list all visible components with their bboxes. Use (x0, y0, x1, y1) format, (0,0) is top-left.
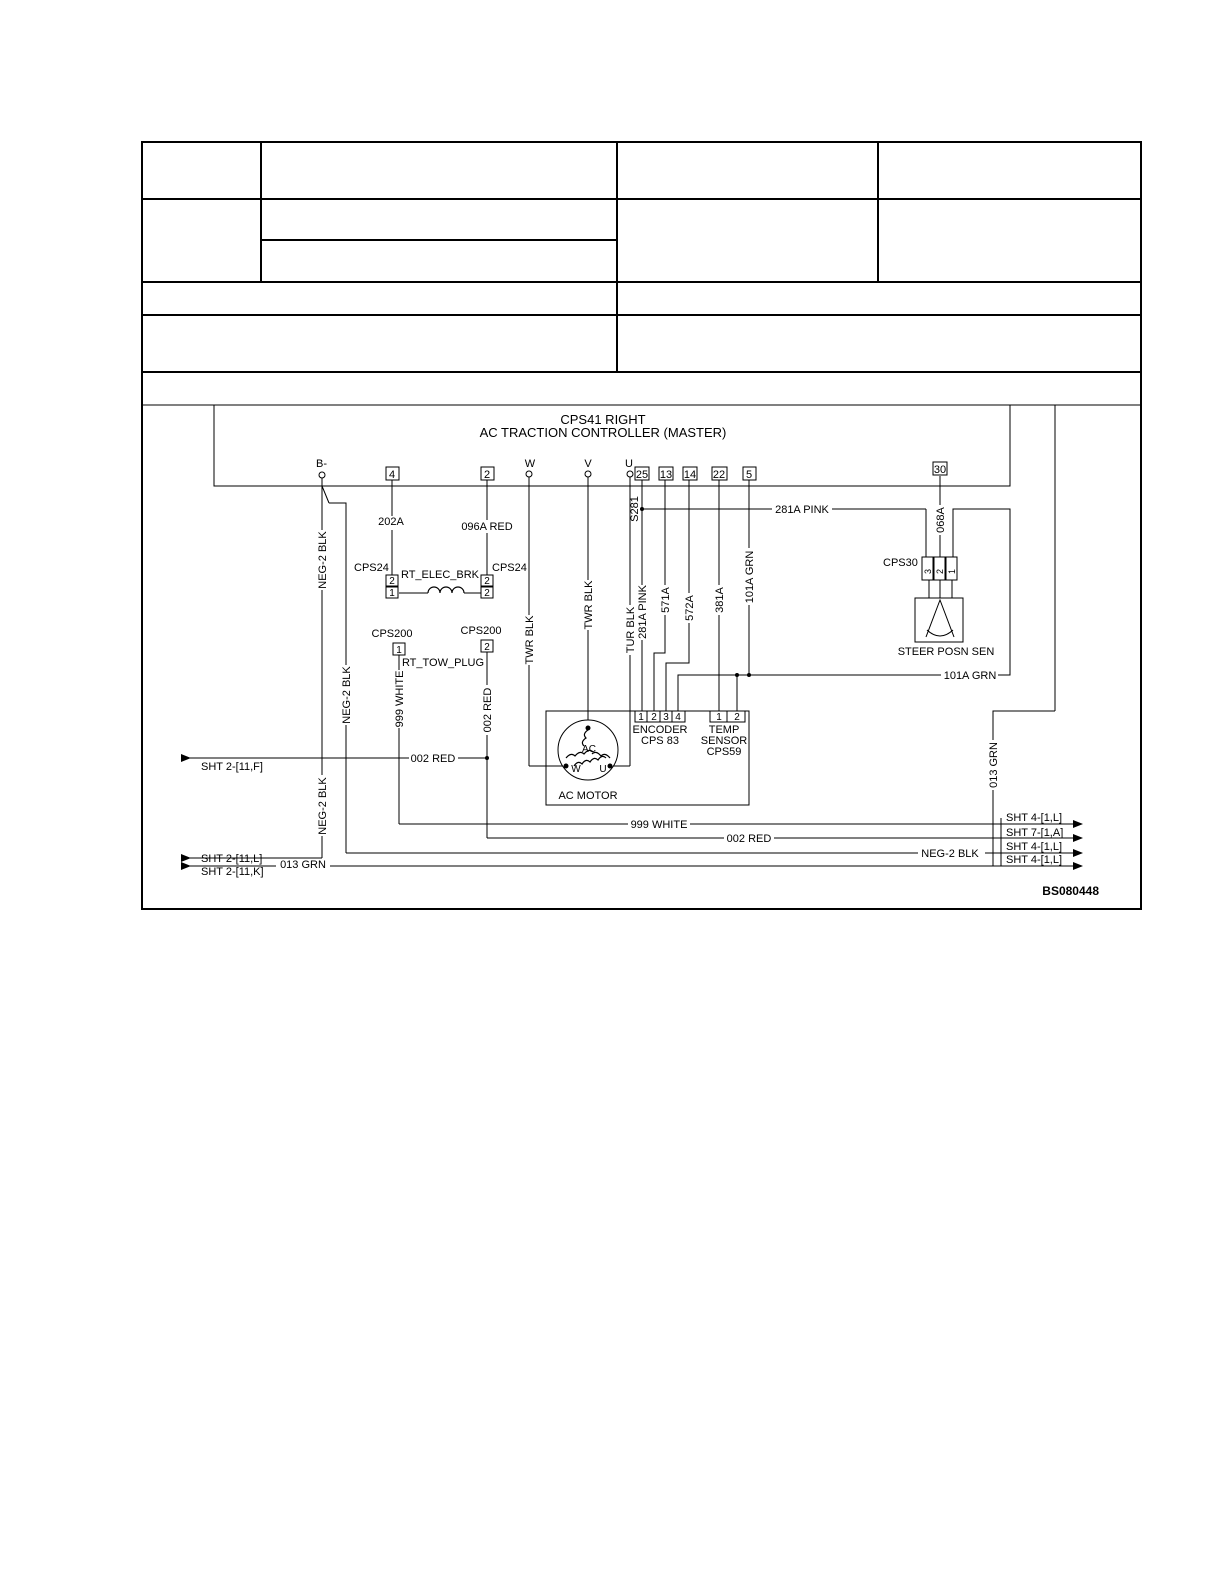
wire-572a: 572A (684, 595, 696, 621)
offsheet-sht2-11f: SHT 2-[11,F] (201, 761, 263, 773)
temp-pin1: 1 (716, 712, 722, 723)
terminal-30: 30 (933, 464, 947, 476)
pin-dividers (386, 586, 727, 722)
wire-571a: 571A (660, 587, 672, 613)
cps24-r-pin2b: 2 (484, 588, 490, 599)
offsheet-sht2-11l: SHT 2-[11,L] (201, 853, 263, 865)
controller-title-line1: CPS41 RIGHT (560, 412, 646, 427)
terminal-5: 5 (745, 469, 753, 481)
terminal-4: 4 (388, 469, 396, 481)
cps30-pin1: 1 (947, 568, 957, 574)
wire-281a-v: 281A PINK (637, 585, 649, 639)
wire-013-v: 013 GRN (988, 742, 1000, 788)
ac-motor-label: AC MOTOR (558, 790, 618, 802)
cps30-pin3: 3 (923, 568, 933, 574)
terminal-u: U (625, 458, 633, 470)
diagram-id: BS080448 (1042, 884, 1099, 898)
elec-brk-label: RT_ELEC_BRK (400, 569, 480, 581)
wire-tur-blk: TUR BLK (625, 606, 637, 654)
offsheet-sht7-1a: SHT 7-[1,A] (1006, 827, 1064, 839)
motor-ac-text: AC (582, 744, 596, 755)
offsheet-sht4-1l-c: SHT 4-[1,L] (1006, 854, 1063, 866)
motor-u-text: U (599, 764, 607, 775)
cps24-l-pin1: 1 (389, 588, 395, 599)
wire-002-h1-label: 002 RED (410, 753, 456, 765)
wire-002-v: 002 RED (482, 687, 494, 733)
terminal-14: 14 (683, 469, 697, 481)
offsheet-sht4-1l-a: SHT 4-[1,L] (1006, 812, 1063, 824)
temp-label-1: TEMP (708, 724, 740, 736)
terminal-13: 13 (659, 469, 673, 481)
temp-label-2: SENSOR (700, 735, 748, 747)
wire-013-h-label: 013 GRN (280, 859, 326, 871)
cps200-r-pin2: 2 (484, 642, 490, 653)
cps24-left-label: CPS24 (354, 562, 389, 574)
wire-neg2-v3: NEG-2 BLK (317, 777, 329, 835)
wire-096a-label: 096A RED (461, 521, 513, 533)
terminal-25: 25 (635, 469, 649, 481)
steer-sen-label: STEER POSN SEN (897, 646, 995, 658)
wire-101a-h-label: 101A GRN (943, 670, 997, 682)
cps24-l-pin2: 2 (389, 576, 395, 587)
temp-label-3: CPS59 (706, 746, 742, 758)
wire-s281: S281 (629, 496, 641, 522)
temp-pin2: 2 (734, 712, 740, 723)
enc-pin3: 3 (663, 712, 669, 723)
wire-neg2-h-label: NEG-2 BLK (921, 848, 979, 860)
terminal-b-minus: B- (316, 458, 327, 470)
cps200-left-label: CPS200 (371, 628, 413, 640)
wire-twr-blk-1: TWR BLK (524, 615, 536, 665)
terminal-22: 22 (712, 469, 726, 481)
tow-plug-label: RT_TOW_PLUG (401, 657, 485, 669)
cps200-right-label: CPS200 (460, 625, 502, 637)
cps200-l-pin1: 1 (396, 645, 402, 656)
wire-202a-label: 202A (378, 516, 404, 528)
offsheet-sht4-1l-b: SHT 4-[1,L] (1006, 841, 1063, 853)
wire-381a: 381A (714, 587, 726, 613)
wire-neg2-v1: NEG-2 BLK (317, 531, 329, 589)
enc-pin1: 1 (638, 712, 644, 723)
cps30-pin2: 2 (935, 568, 945, 574)
enc-pin4: 4 (675, 712, 681, 723)
enc-pin2: 2 (651, 712, 657, 723)
encoder-label-2: CPS 83 (641, 735, 679, 747)
terminal-v: V (584, 458, 592, 470)
wire-999-v: 999 WHITE (394, 670, 406, 728)
offsheet-sht2-11k: SHT 2-[11,K] (201, 866, 264, 878)
wire-068a: 068A (935, 507, 947, 533)
motor-w-text: W (571, 764, 581, 775)
wire-101a-v: 101A GRN (744, 550, 756, 604)
cps24-right-label: CPS24 (492, 562, 527, 574)
wire-999-h-label: 999 WHITE (630, 819, 688, 831)
cps30-label: CPS30 (883, 557, 918, 569)
wire-neg2-v2: NEG-2 BLK (341, 666, 353, 724)
cps24-r-pin2: 2 (484, 576, 490, 587)
terminal-w: W (524, 458, 536, 470)
wire-twr-blk-2: TWR BLK (583, 580, 595, 630)
encoder-label-1: ENCODER (632, 724, 688, 736)
controller-title-line2: AC TRACTION CONTROLLER (MASTER) (479, 425, 727, 440)
wire-002-h2-label: 002 RED (726, 833, 772, 845)
wire-281a-label: 281A PINK (775, 504, 829, 516)
terminal-2: 2 (483, 469, 491, 481)
